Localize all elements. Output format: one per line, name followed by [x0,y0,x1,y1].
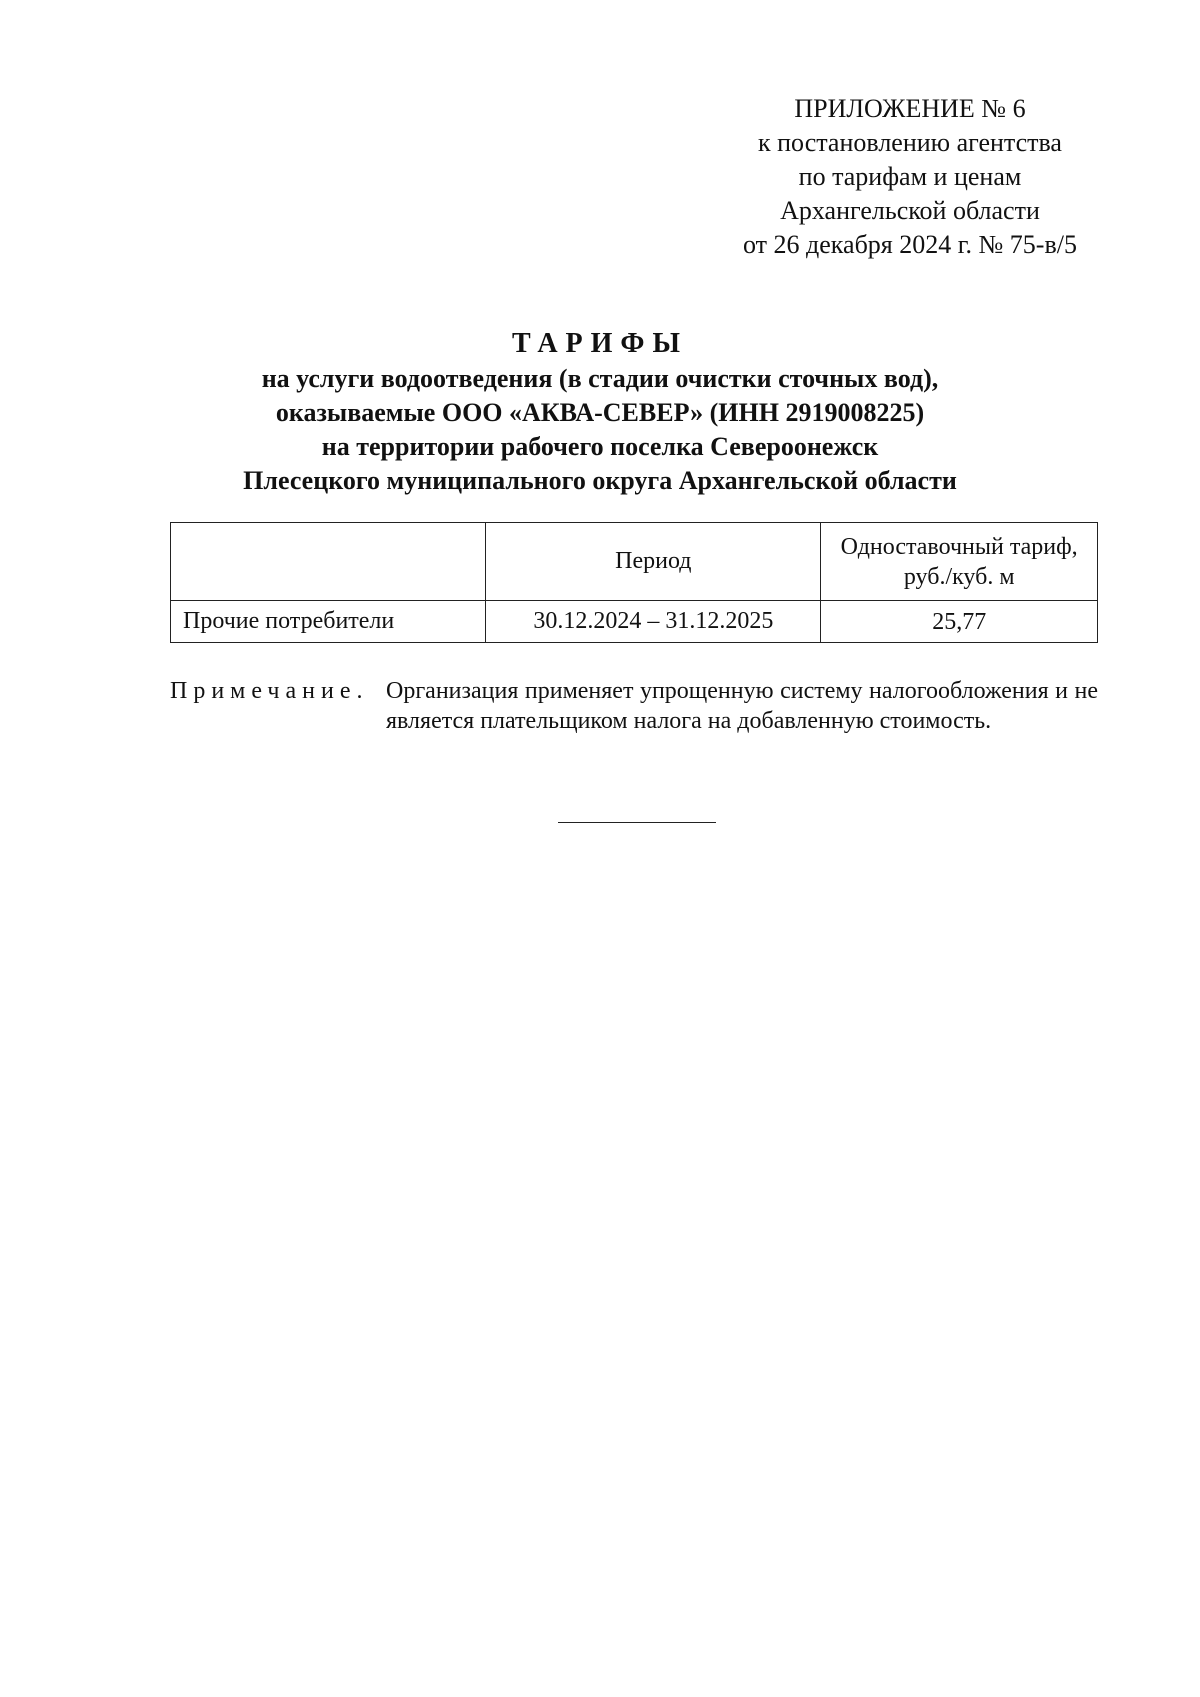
appendix-header [720,92,1100,262]
header-tariff-unit: руб./куб. м [903,563,1015,590]
header-tariff [821,523,1098,601]
cell-tariff: 25,77 [821,601,1098,643]
cell-period: 30.12.2024 – 31.12.2025 [486,601,821,643]
title-heading: ТАРИФЫ [512,328,688,359]
closing-divider [558,822,716,823]
appendix-number: ПРИЛОЖЕНИЕ № 6 [794,94,1026,123]
appendix-reference-line: по тарифам и ценам [798,162,1022,191]
header-tariff-label: Одноставочный тариф, [840,533,1078,560]
appendix-date-number: от 26 декабря 2024 г. № 75-в/5 [743,230,1077,259]
appendix-reference-line: к постановлению агентства [758,128,1062,157]
note-label: Примечание. [170,678,369,704]
header-period: Период [486,523,821,601]
appendix-reference-line: Архангельской области [780,196,1040,225]
table-row [171,601,1098,643]
header-consumer [171,523,486,601]
title-subline: на территории рабочего поселка Североонежск [321,432,879,461]
title-subline: на услуги водоотведения (в стадии очистки сточных вод), [261,364,939,393]
document-title [160,326,1040,498]
cell-consumer: Прочие потребители [171,601,486,643]
table-header-row [171,523,1098,601]
tariff-table [170,522,1098,643]
title-subline: оказываемые ООО «АКВА-СЕВЕР» (ИНН 2919008225) [275,398,925,427]
title-subline: Плесецкого муниципального округа Архангельской области [243,466,957,495]
note-text: Организация применяет упрощенную систему налогообложения и не является плательщиком налога на добавленную стоимость. [386,678,1098,734]
